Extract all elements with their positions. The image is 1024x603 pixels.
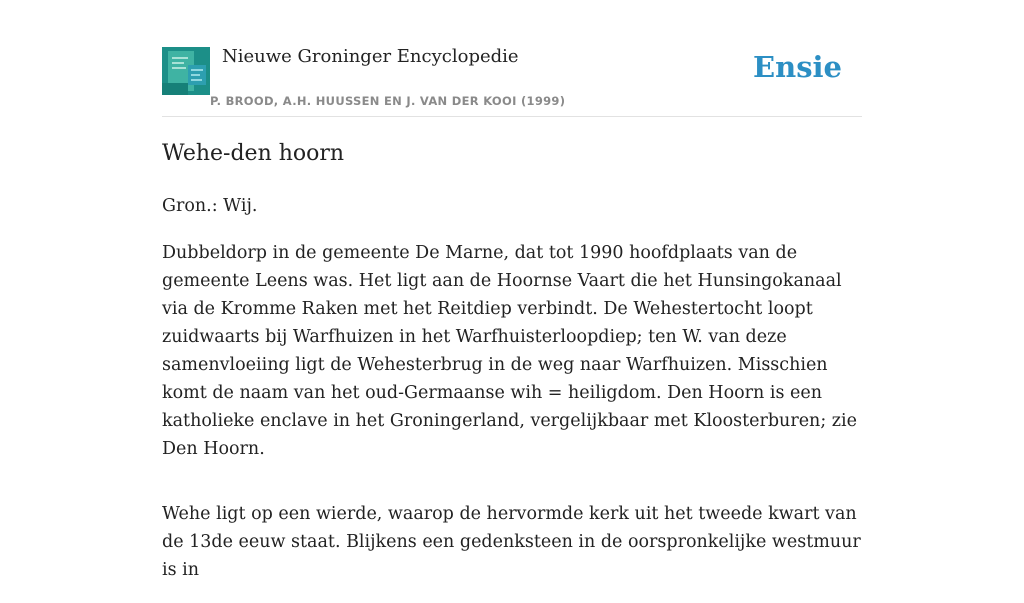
entry-paragraph: Wehe ligt op een wierde, waarop de hervormde kerk uit het tweede kwart van de 13de eeuw staat. Blijkens een gedenksteen in de oorspronkelijke westmuur is in	[162, 504, 861, 580]
entry-content	[162, 192, 862, 603]
book-cover-icon[interactable]	[162, 47, 210, 95]
entry-paragraph: Dubbeldorp in de gemeente De Marne, dat tot 1990 hoofdplaats van de gemeente Leens was. Het ligt aan de Hoornse Vaart die het Hunsingokanaal via de Kromme Raken met het Reitdiep verbindt. De Wehestertocht loopt zuidwaarts bij Warfhuizen in het Warfhuisterloopdiep; ten W. van deze samenvloeiing ligt de Wehesterbrug in de weg naar Warfhuizen. Misschien komt de naam van het oud-Germaanse wih = heiligdom. Den Hoorn is een katholieke enclave in het Groningerland, vergelijkbaar met Kloosterburen; zie Den Hoorn.	[162, 243, 857, 459]
entry-pronunciation: Gron.: Wij.	[162, 196, 258, 216]
ensie-logo[interactable]: Ensie	[753, 50, 842, 84]
book-authors: P. BROOD, A.H. HUUSSEN EN J. VAN DER KOOI (1999)	[210, 94, 566, 108]
entry-title: Wehe-den hoorn	[162, 141, 345, 166]
site-header	[162, 46, 862, 117]
book-title[interactable]: Nieuwe Groninger Encyclopedie	[222, 46, 519, 67]
